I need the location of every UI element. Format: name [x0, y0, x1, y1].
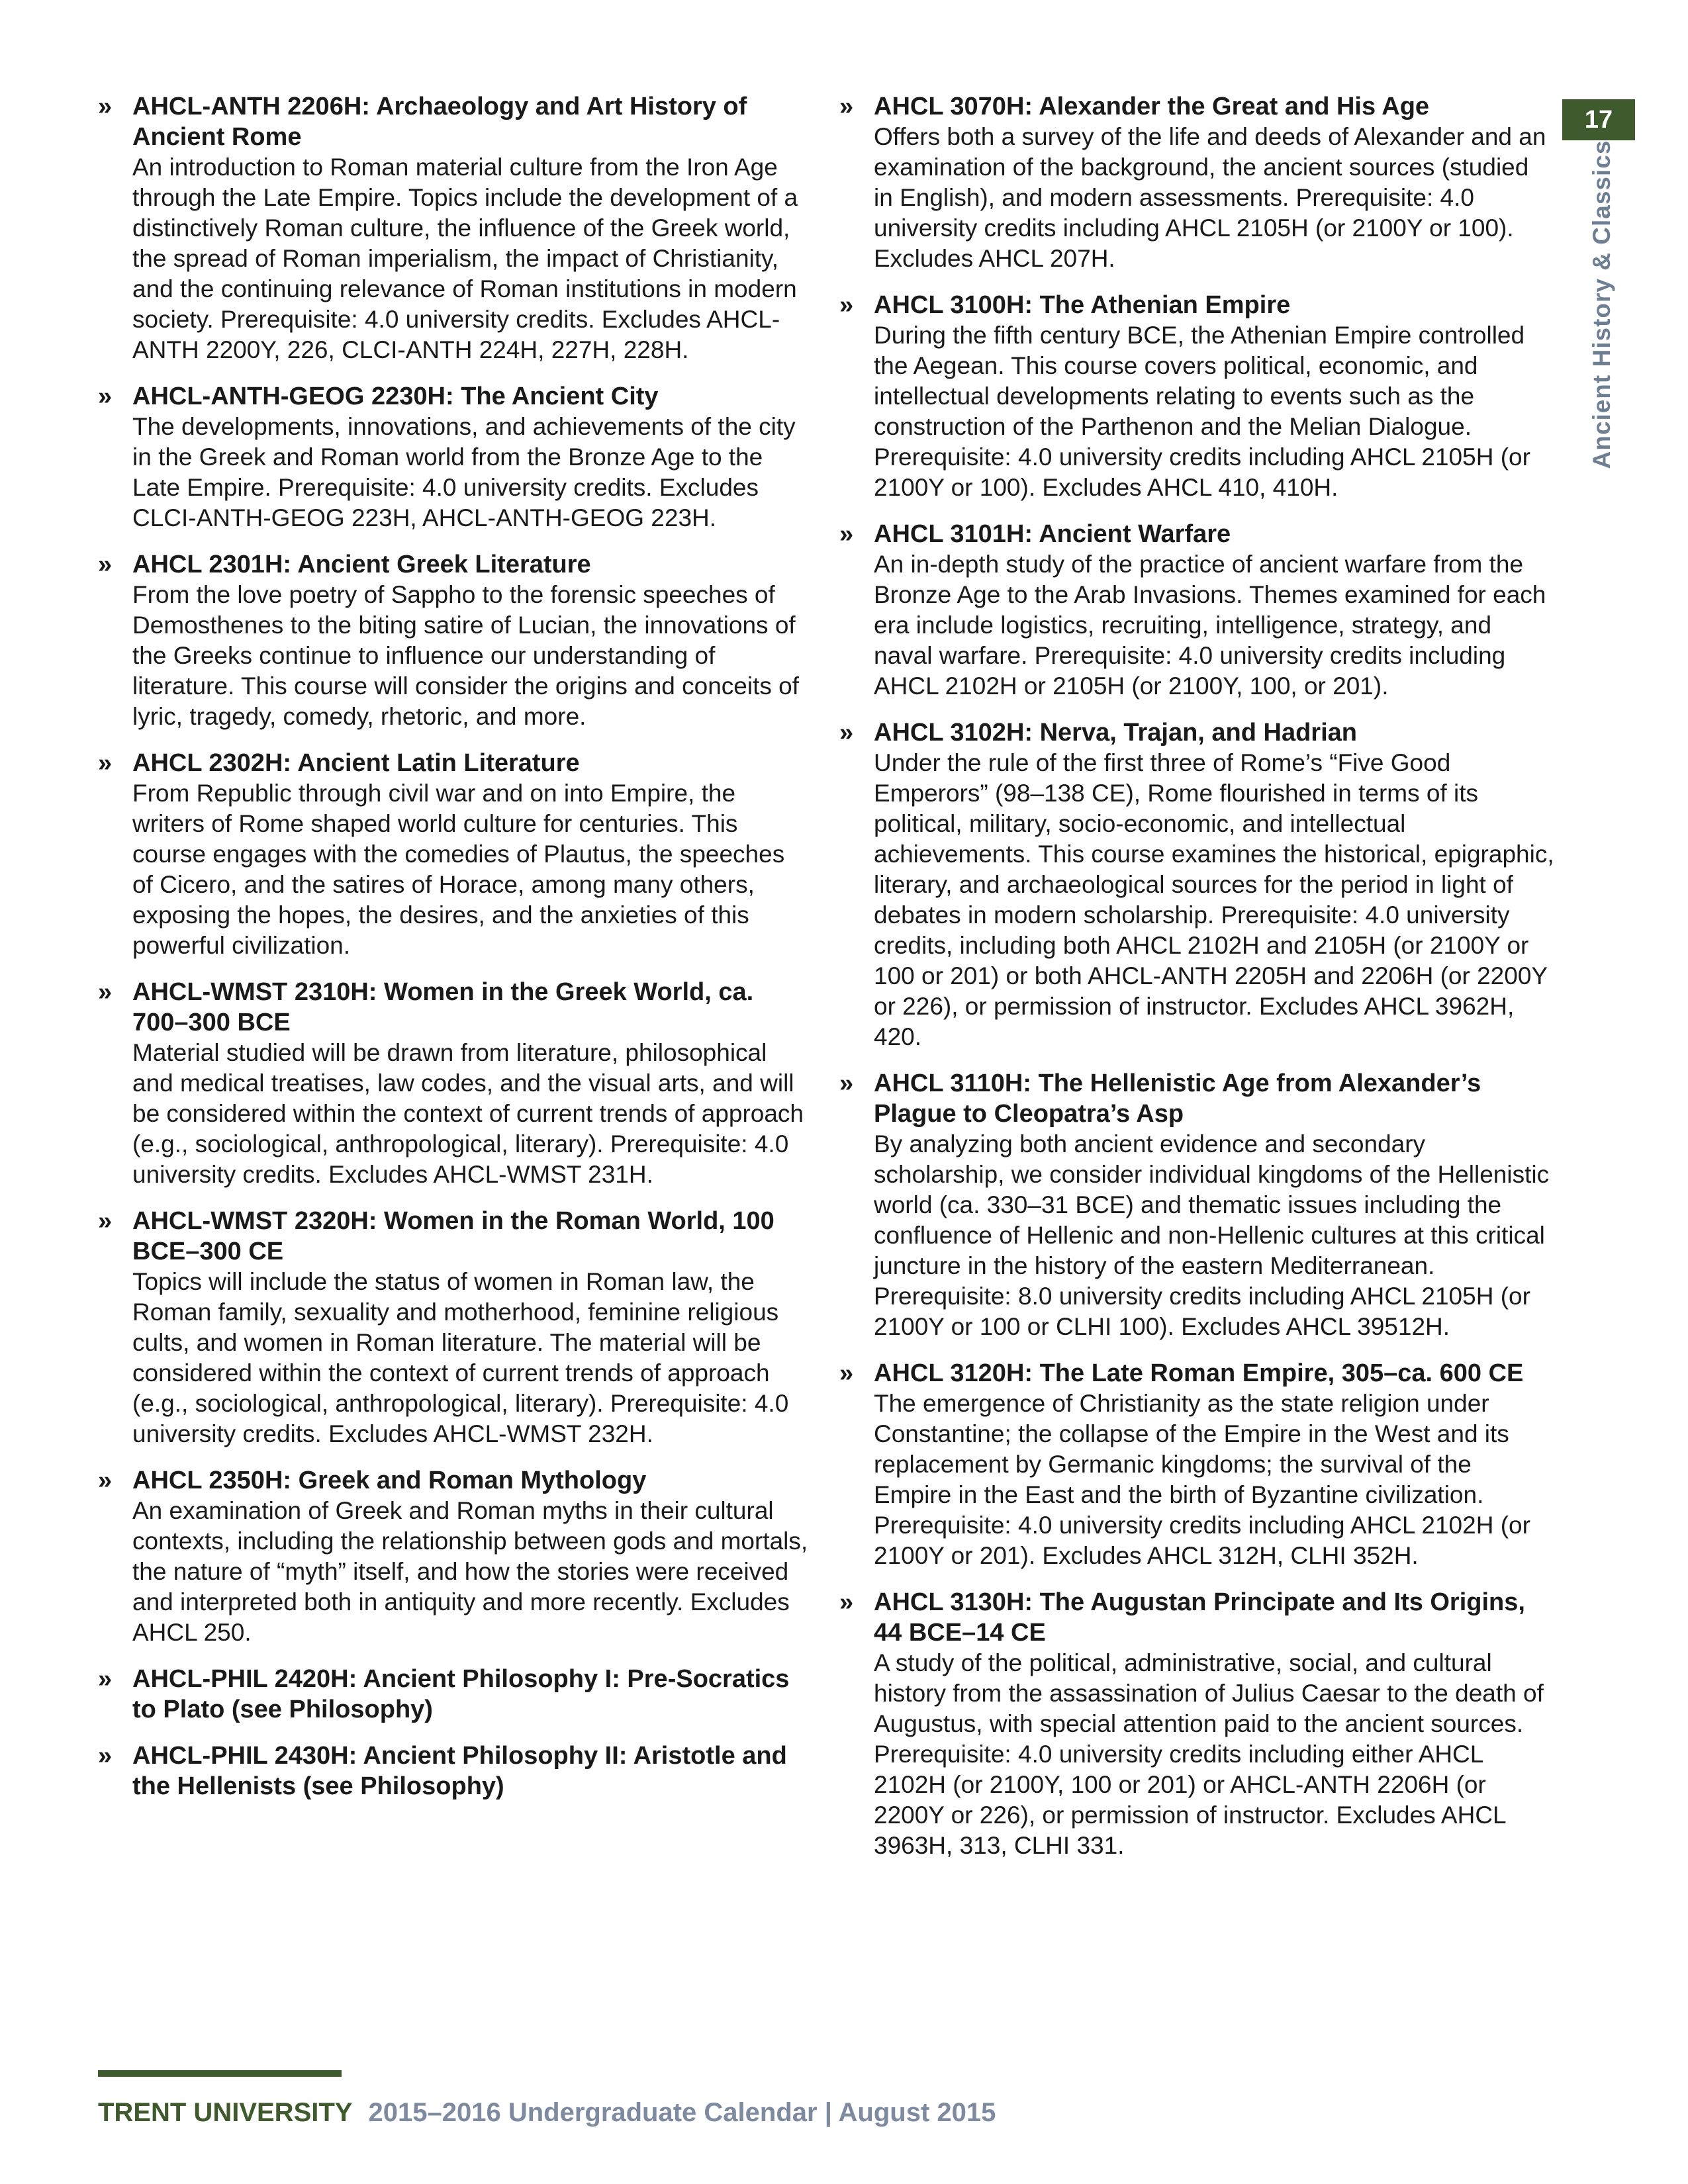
- course-title: AHCL-PHIL 2420H: Ancient Philosophy I: Pre-Socratics to Plato (see Philosophy): [132, 1665, 790, 1723]
- course-description: By analyzing both ancient evidence and secondary scholarship, we consider individual kingdoms of the Hellenistic world (ca. 330–31 BCE) and thematic issues including the confluence of Hellenic and non-Hellenic cultures at this critical juncture in the history of the eastern Mediterranean. Prerequisite: 8.0 university credits including AHCL 2105H (or 2100Y or 100 or CLHI 100). Excludes AHCL 39512H.: [874, 1130, 1550, 1340]
- course-title: AHCL-ANTH 2206H: Archaeology and Art History of Ancient Rome: [132, 93, 747, 151]
- section-side-label: Ancient History & Classics: [1588, 140, 1615, 469]
- course-title: AHCL-ANTH-GEOG 2230H: The Ancient City: [132, 383, 659, 410]
- right-column: [839, 91, 1554, 1877]
- course-description: The developments, innovations, and achievements of the city in the Greek and Roman world from the Bronze Age to the Late Empire. Prerequisite: 4.0 university credits. Excludes CLCI-ANTH-GEOG 223H, AHCL-ANTH-GEOG 223H.: [132, 413, 796, 531]
- bullet-icon: »: [98, 383, 113, 410]
- course-entry: [98, 91, 810, 365]
- course-title: AHCL 3120H: The Late Roman Empire, 305–ca. 600 CE: [874, 1359, 1524, 1387]
- course-description: Material studied will be drawn from literature, philosophical and medical treatises, law codes, and the visual arts, and will be considered within the context of current trends of approach (e.g., sociological, anthropological, literary). Prerequisite: 4.0 university credits. Excludes AHCL-WMST 231H.: [132, 1039, 804, 1188]
- footer-rule: [98, 2070, 342, 2077]
- course-title: AHCL 3101H: Ancient Warfare: [874, 520, 1231, 548]
- footer: [98, 2098, 996, 2128]
- bullet-icon: »: [839, 93, 854, 120]
- course-title: AHCL 2350H: Greek and Roman Mythology: [132, 1467, 647, 1494]
- footer-calendar: 2015–2016 Undergraduate Calendar | August 2015: [368, 2098, 996, 2127]
- bullet-icon: »: [839, 1069, 854, 1097]
- bullet-icon: »: [98, 1742, 113, 1770]
- course-description: From the love poetry of Sappho to the forensic speeches of Demosthenes to the biting satire of Lucian, the innovations of the Greeks continue to influence our understanding of literature. This course will consider the origins and conceits of lyric, tragedy, comedy, rhetoric, and more.: [132, 581, 800, 730]
- course-entry: [98, 1206, 810, 1449]
- bullet-icon: »: [839, 719, 854, 747]
- course-entry: [839, 91, 1554, 274]
- course-entry: [839, 1068, 1554, 1342]
- course-entry: [839, 1358, 1554, 1571]
- bullet-icon: »: [98, 1467, 113, 1494]
- course-description: During the fifth century BCE, the Athenian Empire controlled the Aegean. This course covers political, economic, and intellectual developments relating to events such as the construction of the Parthenon and the Melian Dialogue. Prerequisite: 4.0 university credits including AHCL 2105H (or 2100Y or 100). Excludes AHCL 410, 410H.: [874, 322, 1530, 501]
- course-description: The emergence of Christianity as the state religion under Constantine; the collapse of the Empire in the West and its replacement by Germanic kingdoms; the survival of the Empire in the East and the birth of Byzantine civilization. Prerequisite: 4.0 university credits including AHCL 2102H (or 2100Y or 201). Excludes AHCL 312H, CLHI 352H.: [874, 1390, 1530, 1569]
- bullet-icon: »: [839, 291, 854, 319]
- course-entry: [98, 977, 810, 1190]
- bullet-icon: »: [98, 1665, 113, 1693]
- course-title: AHCL 3100H: The Athenian Empire: [874, 291, 1291, 319]
- left-column: [98, 91, 810, 1817]
- course-title: AHCL 2302H: Ancient Latin Literature: [132, 749, 580, 777]
- course-entry: [839, 519, 1554, 702]
- bullet-icon: »: [839, 1359, 854, 1387]
- course-description: A study of the political, administrative, social, and cultural history from the assassination of Julius Caesar to the death of Augustus, with special attention paid to the ancient sources. Prerequisite: 4.0 university credits including either AHCL 2102H (or 2100Y, 100 or 201) or AHCL-ANTH 2206H (or 2200Y or 226), or permission of instructor. Excludes AHCL 3963H, 313, CLHI 331.: [874, 1649, 1544, 1859]
- course-title: AHCL 3130H: The Augustan Principate and Its Origins, 44 BCE–14 CE: [874, 1588, 1525, 1647]
- bullet-icon: »: [98, 93, 113, 120]
- course-entry: [98, 549, 810, 732]
- course-description: An in-depth study of the practice of ancient warfare from the Bronze Age to the Arab Invasions. Themes examined for each era include logistics, recruiting, intelligence, strategy, and naval warfare. Prerequisite: 4.0 university credits including AHCL 2102H or 2105H (or 2100Y, 100, or 201).: [874, 551, 1546, 700]
- bullet-icon: »: [98, 749, 113, 777]
- course-title: AHCL 3110H: The Hellenistic Age from Alexander’s Plague to Cleopatra’s Asp: [874, 1069, 1481, 1128]
- course-entry: [839, 1587, 1554, 1861]
- bullet-icon: »: [98, 1207, 113, 1235]
- footer-university: TRENT UNIVERSITY: [98, 2098, 353, 2127]
- course-entry: [839, 717, 1554, 1052]
- bullet-icon: »: [98, 551, 113, 578]
- course-title: AHCL 2301H: Ancient Greek Literature: [132, 551, 591, 578]
- course-description: Topics will include the status of women in Roman law, the Roman family, sexuality and motherhood, feminine religious cults, and women in Roman literature. The material will be considered within the context of current trends of approach (e.g., sociological, anthropological, literary). Prerequisite: 4.0 university credits. Excludes AHCL-WMST 232H.: [132, 1268, 789, 1447]
- course-title: AHCL-PHIL 2430H: Ancient Philosophy II: Aristotle and the Hellenists (see Philosophy): [132, 1742, 787, 1800]
- course-description: An introduction to Roman material culture from the Iron Age through the Late Empire. Topics include the development of a distinctively Roman culture, the influence of the Greek world, the spread of Roman imperialism, the impact of Christianity, and the continuing relevance of Roman institutions in modern society. Prerequisite: 4.0 university credits. Excludes AHCL-ANTH 2200Y, 226, CLCI-ANTH 224H, 227H, 228H.: [132, 154, 798, 363]
- course-entry: [98, 748, 810, 961]
- course-title: AHCL-WMST 2320H: Women in the Roman World, 100 BCE–300 CE: [132, 1207, 774, 1265]
- course-entry: [839, 290, 1554, 503]
- course-description: An examination of Greek and Roman myths in their cultural contexts, including the relationship between gods and mortals, the nature of “myth” itself, and how the stories were received and interpreted both in antiquity and more recently. Excludes AHCL 250.: [132, 1497, 808, 1646]
- course-title: AHCL 3070H: Alexander the Great and His Age: [874, 93, 1430, 120]
- bullet-icon: »: [98, 978, 113, 1006]
- bullet-icon: »: [839, 520, 854, 548]
- course-title: AHCL-WMST 2310H: Women in the Greek World, ca. 700–300 BCE: [132, 978, 754, 1036]
- course-entry: [98, 1664, 810, 1725]
- course-title: AHCL 3102H: Nerva, Trajan, and Hadrian: [874, 719, 1357, 747]
- page-number: 17: [1562, 99, 1635, 140]
- course-description: From Republic through civil war and on into Empire, the writers of Rome shaped world culture for centuries. This course engages with the comedies of Plautus, the speeches of Cicero, and the satires of Horace, among many others, exposing the hopes, the desires, and the anxieties of this powerful civilization.: [132, 780, 785, 959]
- course-entry: [98, 1465, 810, 1648]
- course-description: Offers both a survey of the life and deeds of Alexander and an examination of the background, the ancient sources (studied in English), and modern assessments. Prerequisite: 4.0 university credits including AHCL 2105H (or 2100Y or 100). Excludes AHCL 207H.: [874, 123, 1546, 272]
- bullet-icon: »: [839, 1588, 854, 1616]
- course-description: Under the rule of the first three of Rome’s “Five Good Emperors” (98–138 CE), Rome flourished in terms of its political, military, socio-economic, and intellectual achievements. This course examines the historical, epigraphic, literary, and archaeological sources for the period in light of debates in modern scholarship. Prerequisite: 4.0 university credits, including both AHCL 2102H and 2105H (or 2100Y or 100 or 201) or both AHCL-ANTH 2205H and 2206H (or 2200Y or 226), or permission of instructor. Excludes AHCL 3962H, 420.: [874, 749, 1554, 1050]
- course-entry: [98, 1741, 810, 1801]
- course-entry: [98, 381, 810, 533]
